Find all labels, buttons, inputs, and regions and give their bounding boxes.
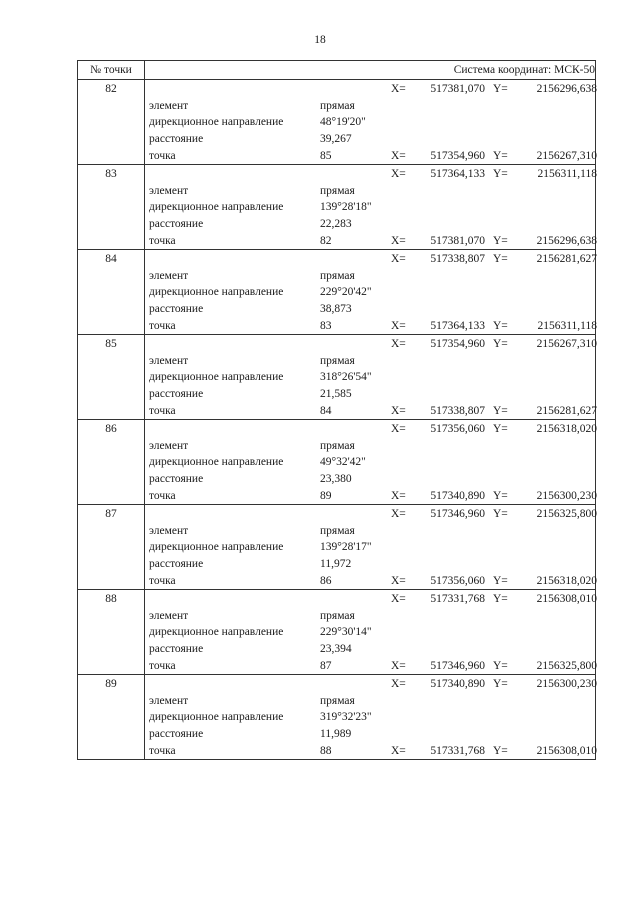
x-label: X= — [391, 168, 406, 180]
x-value: 517331,768 — [430, 593, 485, 605]
target-point-label: точка — [149, 150, 176, 162]
target-y-value: 2156318,020 — [536, 575, 597, 587]
distance-value: 23,394 — [320, 643, 352, 655]
y-label: Y= — [493, 253, 508, 265]
target-y-label: Y= — [493, 575, 508, 587]
y-label: Y= — [493, 423, 508, 435]
page-number: 18 — [314, 34, 326, 46]
distance-label: расстояние — [149, 133, 204, 145]
target-point-line — [145, 148, 595, 165]
target-y-label: Y= — [493, 660, 508, 672]
direction-line — [145, 199, 595, 216]
distance-label: расстояние — [149, 728, 204, 740]
element-label: элемент — [149, 610, 189, 622]
target-x-label: X= — [391, 405, 406, 417]
distance-label: расстояние — [149, 303, 204, 315]
distance-value: 39,267 — [320, 133, 352, 145]
element-label: элемент — [149, 695, 189, 707]
direction-label: дирекционное направление — [149, 201, 284, 213]
target-point-value: 86 — [320, 575, 332, 587]
element-line — [145, 98, 595, 115]
target-point-line — [145, 743, 595, 760]
point-details-cell — [145, 80, 596, 165]
target-x-label: X= — [391, 150, 406, 162]
point-row — [78, 505, 596, 590]
direction-line — [145, 709, 595, 726]
target-y-value: 2156267,310 — [536, 150, 597, 162]
point-details-cell — [145, 165, 596, 250]
element-value: прямая — [320, 695, 355, 707]
target-x-value: 517340,890 — [430, 490, 485, 502]
direction-label: дирекционное направление — [149, 371, 284, 383]
point-details-cell — [145, 675, 596, 760]
start-coordinates-line — [145, 591, 595, 608]
target-point-value: 87 — [320, 660, 332, 672]
y-value: 2156311,118 — [537, 168, 597, 180]
target-y-label: Y= — [493, 490, 508, 502]
distance-line — [145, 641, 595, 658]
point-number: 83 — [105, 168, 117, 180]
target-x-label: X= — [391, 575, 406, 587]
target-y-label: Y= — [493, 320, 508, 332]
direction-line — [145, 369, 595, 386]
start-coordinates-line — [145, 336, 595, 353]
target-x-value: 517331,768 — [430, 745, 485, 757]
point-details — [145, 505, 595, 589]
point-row — [78, 80, 596, 165]
element-label: элемент — [149, 355, 189, 367]
point-number-cell — [78, 420, 145, 505]
y-label: Y= — [493, 83, 508, 95]
target-y-label: Y= — [493, 745, 508, 757]
target-x-label: X= — [391, 490, 406, 502]
x-value: 517356,060 — [430, 423, 485, 435]
point-number: 84 — [105, 253, 117, 265]
element-value: прямая — [320, 440, 355, 452]
target-x-value: 517346,960 — [430, 660, 485, 672]
y-label: Y= — [493, 508, 508, 520]
point-row — [78, 250, 596, 335]
distance-value: 11,972 — [320, 558, 352, 570]
y-label: Y= — [493, 168, 508, 180]
target-y-value: 2156296,638 — [536, 235, 597, 247]
x-label: X= — [391, 678, 406, 690]
direction-value: 139°28'18" — [320, 201, 372, 213]
x-value: 517340,890 — [430, 678, 485, 690]
direction-value: 139°28'17" — [320, 541, 372, 553]
x-value: 517381,070 — [430, 83, 485, 95]
y-value: 2156318,020 — [536, 423, 597, 435]
target-point-line — [145, 488, 595, 505]
target-point-value: 88 — [320, 745, 332, 757]
point-number: 87 — [105, 508, 117, 520]
distance-line — [145, 471, 595, 488]
target-point-label: точка — [149, 320, 176, 332]
direction-label: дирекционное направление — [149, 456, 284, 468]
element-value: прямая — [320, 525, 355, 537]
target-point-value: 89 — [320, 490, 332, 502]
y-value: 2156308,010 — [536, 593, 597, 605]
direction-line — [145, 624, 595, 641]
target-point-label: точка — [149, 745, 176, 757]
target-point-label: точка — [149, 575, 176, 587]
target-point-line — [145, 403, 595, 420]
point-details-cell — [145, 250, 596, 335]
element-line — [145, 353, 595, 370]
direction-line — [145, 454, 595, 471]
element-value: прямая — [320, 610, 355, 622]
x-label: X= — [391, 508, 406, 520]
point-number-header: № точки — [78, 61, 145, 80]
direction-value: 318°26'54" — [320, 371, 372, 383]
x-value: 517364,133 — [430, 168, 485, 180]
target-point-value: 85 — [320, 150, 332, 162]
distance-label: расстояние — [149, 473, 204, 485]
element-label: элемент — [149, 440, 189, 452]
target-x-value: 517381,070 — [430, 235, 485, 247]
distance-line — [145, 216, 595, 233]
x-label: X= — [391, 423, 406, 435]
coordinate-system-title: Система координат: МСК-50 — [145, 61, 596, 80]
x-value: 517354,960 — [430, 338, 485, 350]
direction-label: дирекционное направление — [149, 116, 284, 128]
target-point-value: 82 — [320, 235, 332, 247]
distance-line — [145, 556, 595, 573]
point-details — [145, 250, 595, 334]
distance-label: расстояние — [149, 643, 204, 655]
point-number-cell — [78, 80, 145, 165]
target-x-label: X= — [391, 745, 406, 757]
point-details — [145, 420, 595, 504]
direction-label: дирекционное направление — [149, 626, 284, 638]
distance-label: расстояние — [149, 388, 204, 400]
direction-value: 319°32'23" — [320, 711, 372, 723]
point-row — [78, 165, 596, 250]
target-x-value: 517356,060 — [430, 575, 485, 587]
point-row — [78, 675, 596, 760]
target-y-value: 2156311,118 — [537, 320, 597, 332]
direction-label: дирекционное направление — [149, 541, 284, 553]
coordinates-table — [77, 60, 596, 760]
distance-value: 23,380 — [320, 473, 352, 485]
target-point-value: 84 — [320, 405, 332, 417]
distance-value: 22,283 — [320, 218, 352, 230]
target-x-value: 517364,133 — [430, 320, 485, 332]
target-point-line — [145, 573, 595, 590]
x-label: X= — [391, 593, 406, 605]
target-point-label: точка — [149, 660, 176, 672]
point-row — [78, 335, 596, 420]
target-y-label: Y= — [493, 150, 508, 162]
target-point-value: 83 — [320, 320, 332, 332]
target-point-label: точка — [149, 235, 176, 247]
direction-value: 49°32'42" — [320, 456, 366, 468]
target-y-value: 2156300,230 — [536, 490, 597, 502]
element-label: элемент — [149, 100, 189, 112]
target-point-label: точка — [149, 490, 176, 502]
y-label: Y= — [493, 338, 508, 350]
point-number: 88 — [105, 593, 117, 605]
element-line — [145, 608, 595, 625]
element-value: прямая — [320, 100, 355, 112]
point-details-cell — [145, 505, 596, 590]
target-y-label: Y= — [493, 405, 508, 417]
table-header-row — [78, 61, 596, 80]
direction-value: 229°30'14" — [320, 626, 372, 638]
element-value: прямая — [320, 185, 355, 197]
point-number-cell — [78, 335, 145, 420]
element-label: элемент — [149, 270, 189, 282]
point-number: 89 — [105, 678, 117, 690]
start-coordinates-line — [145, 251, 595, 268]
point-details-cell — [145, 590, 596, 675]
point-number-cell — [78, 165, 145, 250]
direction-line — [145, 114, 595, 131]
x-label: X= — [391, 253, 406, 265]
direction-label: дирекционное направление — [149, 711, 284, 723]
target-y-value: 2156325,800 — [536, 660, 597, 672]
x-label: X= — [391, 83, 406, 95]
element-value: прямая — [320, 355, 355, 367]
target-x-value: 517354,960 — [430, 150, 485, 162]
coordinates-table-body — [78, 61, 596, 760]
point-number-cell — [78, 505, 145, 590]
direction-line — [145, 539, 595, 556]
target-point-line — [145, 233, 595, 250]
target-y-value: 2156281,627 — [536, 405, 597, 417]
target-x-label: X= — [391, 235, 406, 247]
target-point-label: точка — [149, 405, 176, 417]
point-details — [145, 590, 595, 674]
y-value: 2156325,800 — [536, 508, 597, 520]
start-coordinates-line — [145, 166, 595, 183]
target-x-label: X= — [391, 660, 406, 672]
start-coordinates-line — [145, 81, 595, 98]
distance-label: расстояние — [149, 558, 204, 570]
target-point-line — [145, 318, 595, 335]
point-row — [78, 590, 596, 675]
y-value: 2156300,230 — [536, 678, 597, 690]
target-y-label: Y= — [493, 235, 508, 247]
point-row — [78, 420, 596, 505]
y-value: 2156281,627 — [536, 253, 597, 265]
element-value: прямая — [320, 270, 355, 282]
target-x-label: X= — [391, 320, 406, 332]
distance-line — [145, 131, 595, 148]
direction-line — [145, 284, 595, 301]
point-number: 86 — [105, 423, 117, 435]
point-details-cell — [145, 335, 596, 420]
distance-line — [145, 726, 595, 743]
y-value: 2156296,638 — [536, 83, 597, 95]
target-y-value: 2156308,010 — [536, 745, 597, 757]
direction-label: дирекционное направление — [149, 286, 284, 298]
element-line — [145, 523, 595, 540]
point-details — [145, 675, 595, 759]
point-number-cell — [78, 590, 145, 675]
start-coordinates-line — [145, 506, 595, 523]
distance-label: расстояние — [149, 218, 204, 230]
x-value: 517338,807 — [430, 253, 485, 265]
element-line — [145, 438, 595, 455]
point-number: 82 — [105, 83, 117, 95]
target-point-line — [145, 658, 595, 675]
direction-value: 229°20'42" — [320, 286, 372, 298]
element-line — [145, 268, 595, 285]
point-details — [145, 335, 595, 419]
x-value: 517346,960 — [430, 508, 485, 520]
y-label: Y= — [493, 678, 508, 690]
element-label: элемент — [149, 185, 189, 197]
distance-value: 11,989 — [320, 728, 352, 740]
x-label: X= — [391, 338, 406, 350]
distance-line — [145, 386, 595, 403]
point-number-cell — [78, 250, 145, 335]
target-x-value: 517338,807 — [430, 405, 485, 417]
element-line — [145, 693, 595, 710]
distance-value: 38,873 — [320, 303, 352, 315]
point-number: 85 — [105, 338, 117, 350]
y-value: 2156267,310 — [536, 338, 597, 350]
element-line — [145, 183, 595, 200]
point-details-cell — [145, 420, 596, 505]
element-label: элемент — [149, 525, 189, 537]
start-coordinates-line — [145, 676, 595, 693]
start-coordinates-line — [145, 421, 595, 438]
point-details — [145, 165, 595, 249]
distance-line — [145, 301, 595, 318]
y-label: Y= — [493, 593, 508, 605]
direction-value: 48°19'20" — [320, 116, 366, 128]
point-details — [145, 80, 595, 164]
point-number-cell — [78, 675, 145, 760]
distance-value: 21,585 — [320, 388, 352, 400]
